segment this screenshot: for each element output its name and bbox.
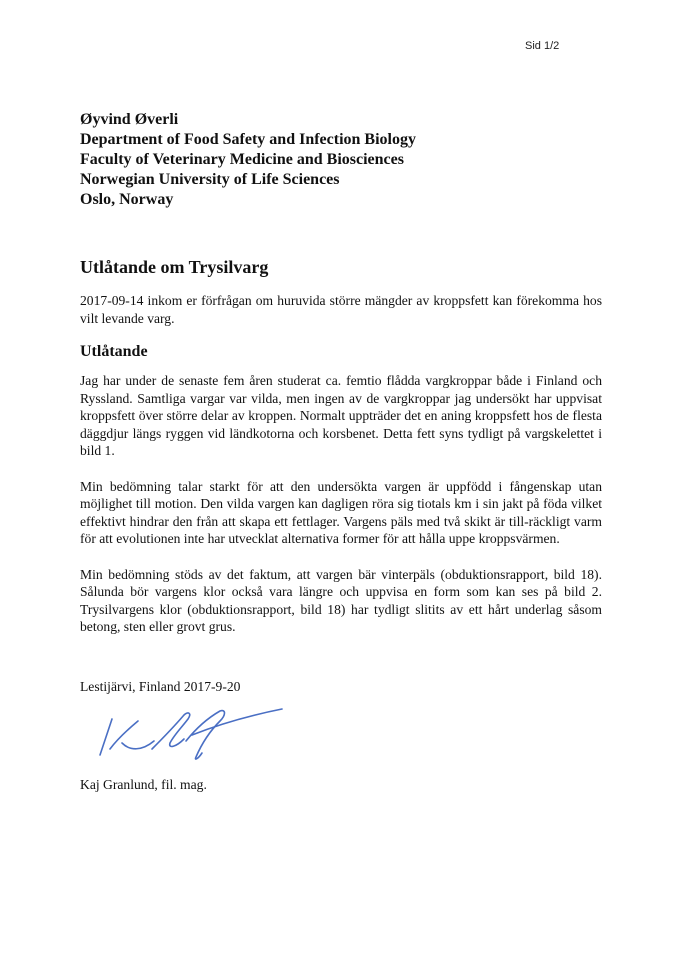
- statement-body: [80, 372, 602, 654]
- body-paragraph: Min bedömning talar starkt för att den undersökta vargen är uppfödd i fångenskap utan möjlighet till motion. Den vilda vargen kan dagligen röra sig tiotals km i sin jakt på föda vilket effektivt hindrar den från att skapa ett fettlager. Vargens päls med två skikt är till-räckligt varm för att evolutionen inte har utvecklat alternativa former för att hålla uppe kroppsvärmen.: [80, 478, 602, 546]
- recipient-department: Department of Food Safety and Infection Biology: [80, 131, 416, 148]
- recipient-city: Oslo, Norway: [80, 191, 174, 208]
- body-paragraph: Jag har under de senaste fem åren studerat ca. femtio flådda vargkroppar både i Finland och Ryssland. Samtliga vargar var vilda, men ingen av de vargkroppar jag undersökt har uppvisat kroppsfett över större delar av kroppen. Normalt uppträder det en aning kroppsfett hos de flesta däggdjur längs ryggen vid ländkotorna och korsbenet. Detta fett syns tydligt på vargskelettet i bild 1.: [80, 373, 602, 458]
- recipient-name: Øyvind Øverli: [80, 111, 179, 128]
- place-date: Lestijärvi, Finland 2017-9-20: [80, 679, 241, 694]
- section-heading: Utlåtande: [80, 343, 148, 360]
- intro-paragraph: 2017-09-14 inkom er förfrågan om huruvida större mängder av kroppsfett kan förekomma hos vilt levande varg.: [80, 293, 602, 326]
- recipient-address: [80, 110, 416, 210]
- body-paragraph: Min bedömning stöds av det faktum, att vargen bär vinterpäls (obduktionsrapport, bild 18). Sålunda bör vargens klor också vara längre och uppvisa en form som kan ses på bild 2. Trysilvargens klor (obduktionsrapport, bild 18) har tydligt slitits av ett hårt underlag såsom betong, sten eller grovt grus.: [80, 566, 602, 634]
- page-number: Sid 1/2: [525, 40, 560, 52]
- recipient-faculty: Faculty of Veterinary Medicine and Biosciences: [80, 151, 404, 168]
- signer-name: Kaj Granlund, fil. mag.: [80, 777, 207, 792]
- recipient-university: Norwegian University of Life Sciences: [80, 171, 340, 188]
- signature-icon: [92, 705, 292, 763]
- document-title: Utlåtande om Trysilvarg: [80, 257, 269, 277]
